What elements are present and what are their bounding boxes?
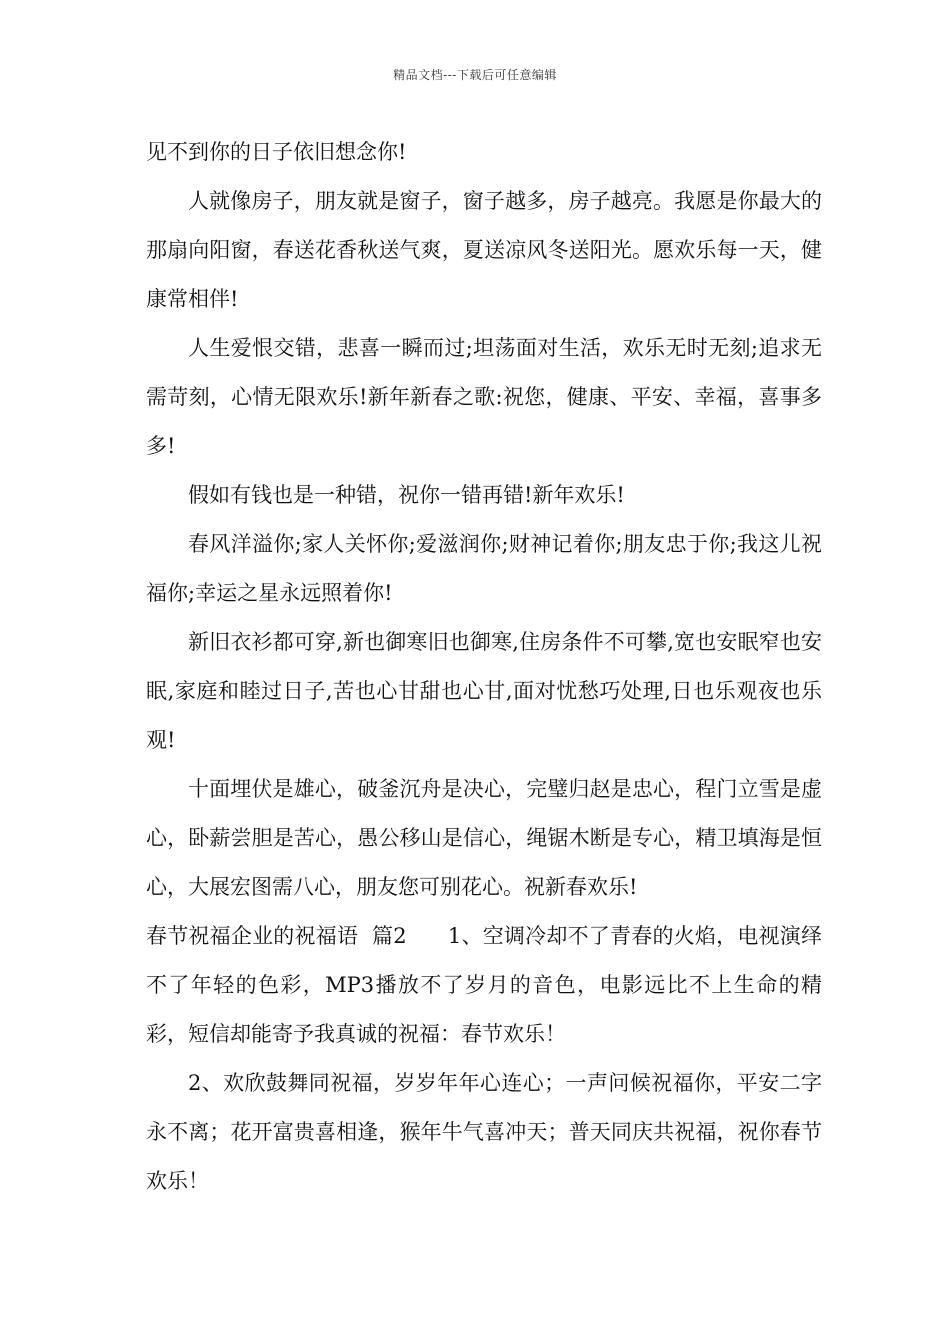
paragraph-5: 春风洋溢你;家人关怀你;爱滋润你;财神记着你;朋友忠于你;我这儿祝福你;幸运之星永远照着你! <box>146 532 822 605</box>
paragraph-1: 见不到你的日子依旧想念你! <box>146 140 407 164</box>
paragraph-8: 春节祝福企业的祝福语 篇2 1、空调冷却不了青春的火焰，电视演绎不了年轻的色彩，MP3播放不了岁月的音色，电影远比不上生命的精彩，短信却能寄予我真诚的祝福：春节欢乐！ <box>146 924 822 1046</box>
paragraph-7: 十面埋伏是雄心，破釜沉舟是决心，完璧归赵是忠心，程门立雪是虚心，卧薪尝胆是苦心，愚公移山是信心，绳锯木断是专心，精卫填海是恒心，大展宏图需八心，朋友您可别花心。祝新春欢乐! <box>146 777 822 899</box>
page-header: 精品文档---下载后可任意编辑 <box>393 68 557 82</box>
paragraph-2: 人就像房子，朋友就是窗子，窗子越多，房子越亮。我愿是你最大的那扇向阳窗，春送花香秋送气爽，夏送凉风冬送阳光。愿欢乐每一天，健康常相伴! <box>146 189 822 311</box>
paragraph-4: 假如有钱也是一种错，祝你一错再错!新年欢乐! <box>188 483 625 507</box>
paragraph-9: 2、欢欣鼓舞同祝福，岁岁年年心连心；一声问候祝福你，平安二字永不离；花开富贵喜相逢，猴年牛气喜冲天；普天同庆共祝福，祝你春节欢乐！ <box>146 1071 822 1193</box>
document-body <box>146 128 822 1206</box>
paragraph-6: 新旧衣衫都可穿,新也御寒旧也御寒,住房条件不可攀,宽也安眠窄也安眠,家庭和睦过日子,苦也心甘甜也心甘,面对忧愁巧处理,日也乐观夜也乐观! <box>146 630 822 752</box>
paragraph-3: 人生爱恨交错，悲喜一瞬而过;坦荡面对生活，欢乐无时无刻;追求无需苛刻，心情无限欢乐!新年新春之歌:祝您，健康、平安、幸福，喜事多多! <box>146 336 822 458</box>
